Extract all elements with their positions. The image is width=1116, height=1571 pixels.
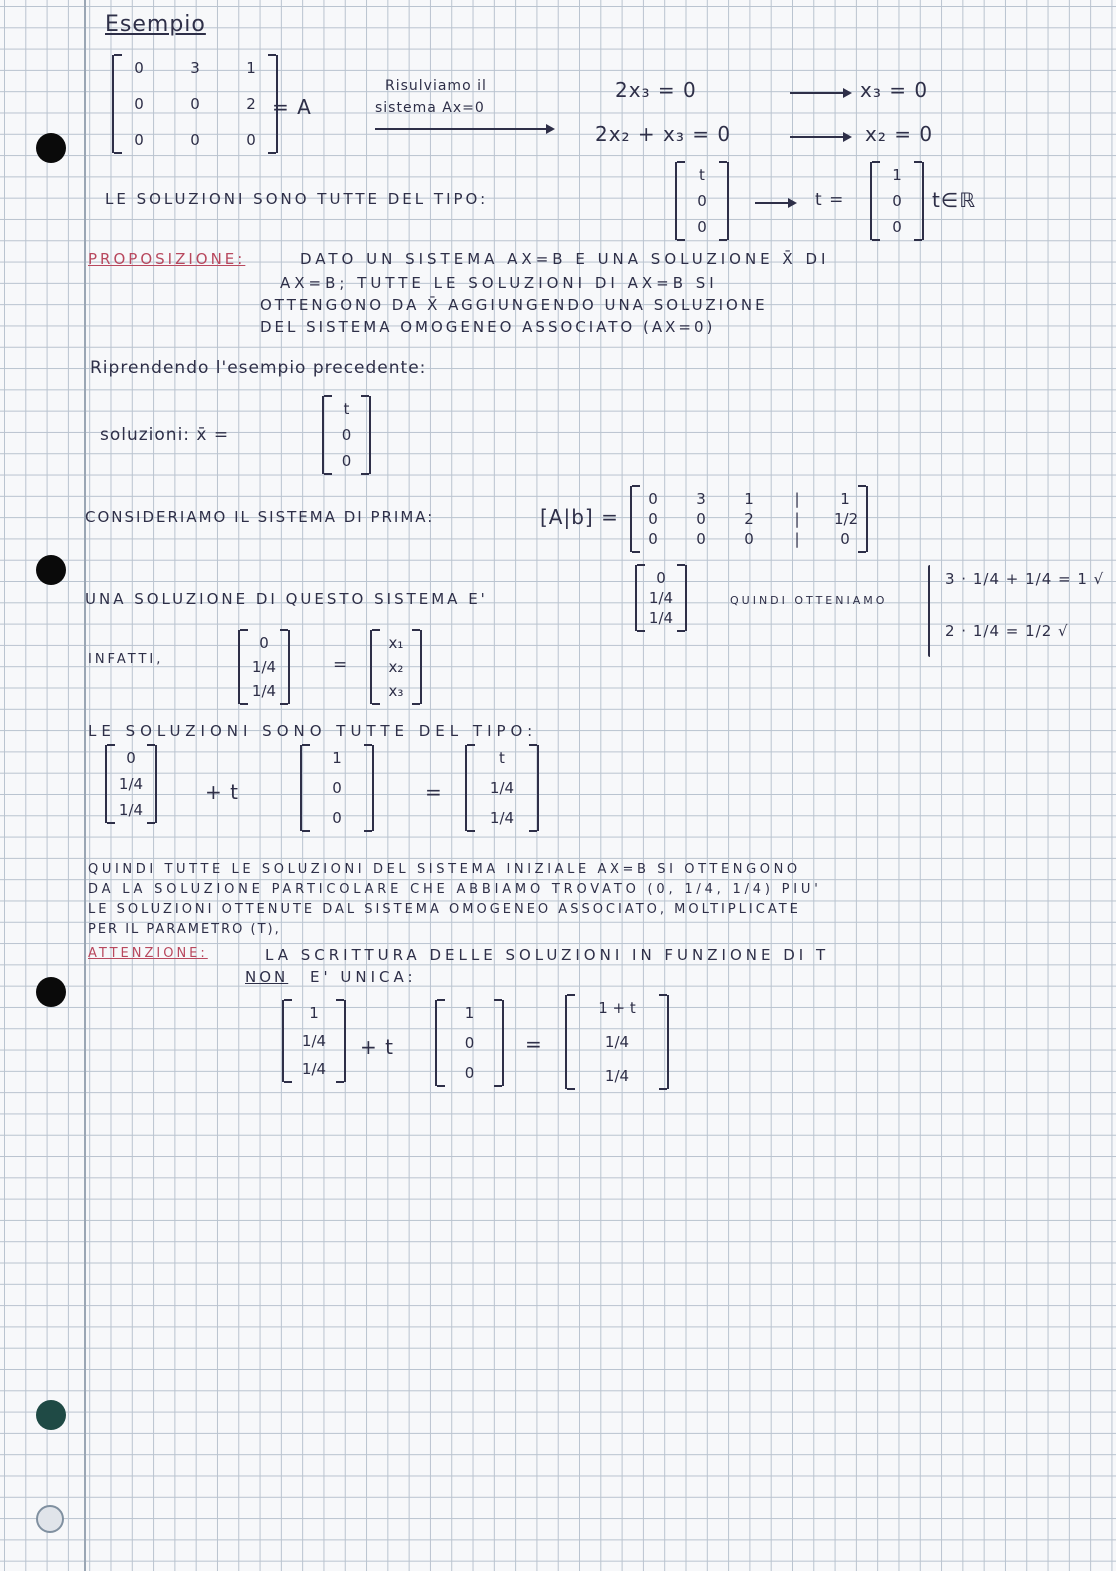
brace <box>928 565 930 657</box>
matrix-cell: 0 <box>696 530 706 548</box>
matrix-cell: 0 <box>341 426 352 444</box>
text-line: CONSIDERIAMO IL SISTEMA DI PRIMA: <box>85 508 435 526</box>
matrix-cell: 1/4 <box>648 589 674 607</box>
matrix-cell: t <box>699 166 705 184</box>
matrix-cell: t <box>499 749 505 767</box>
text: [A|b] = <box>540 505 619 529</box>
matrix-cell: 1/4 <box>648 609 674 627</box>
vector <box>370 630 422 704</box>
matrix-cell: 0 <box>246 131 256 149</box>
text-line: QUINDI TUTTE LE SOLUZIONI DEL SISTEMA INIZIALE AX=B SI OTTENGONO <box>88 862 801 877</box>
matrix-cell: 1/4 <box>118 775 144 793</box>
vector <box>282 1000 346 1082</box>
note-solve: sistema Ax=0 <box>375 100 485 116</box>
binder-hole <box>36 133 66 163</box>
text: t∈ℝ <box>932 188 977 212</box>
matrix-cell: 0 <box>332 779 342 797</box>
matrix-cell: 0 <box>332 809 342 827</box>
matrix-cell: 0 <box>840 530 850 548</box>
vector <box>105 745 157 823</box>
augmented-matrix <box>630 486 868 552</box>
matrix-cell: 0 <box>126 749 136 767</box>
check-equation: 2 · 1/4 = 1/2 √ <box>945 622 1069 640</box>
binder-hole <box>36 977 66 1007</box>
matrix-cell: 0 <box>892 192 902 210</box>
arrow-icon <box>755 202 795 204</box>
proposition-line: AX=B; TUTTE LE SOLUZIONI DI AX=B SI <box>280 274 718 292</box>
matrix-cell: 0 <box>656 569 666 587</box>
text: + t <box>205 780 239 804</box>
note-solve: Risulviamo il <box>385 78 487 94</box>
matrix-cell: 0 <box>696 510 706 528</box>
matrix-cell: 0 <box>190 95 200 113</box>
vector <box>435 1000 504 1086</box>
text: = <box>333 655 349 675</box>
matrix-cell: x₃ <box>388 682 404 700</box>
matrix-cell: 0 <box>190 131 200 149</box>
vector <box>465 745 539 831</box>
matrix-cell: 1 <box>744 490 754 508</box>
matrix-cell: 0 <box>648 530 658 548</box>
text-line: DA LA SOLUZIONE PARTICOLARE CHE ABBIAMO TROVATO (0, 1/4, 1/4) PIU' <box>88 882 822 897</box>
matrix-cell: 0 <box>697 218 707 236</box>
matrix-cell: 0 <box>744 530 754 548</box>
matrix-cell: 1/4 <box>301 1060 327 1078</box>
matrix-cell: | <box>794 510 800 528</box>
matrix-cell: 1 <box>892 166 902 184</box>
text: + t <box>360 1035 394 1059</box>
text-line: LE SOLUZIONI SONO TUTTE DEL TIPO: <box>105 190 489 208</box>
arrow-icon <box>375 128 553 130</box>
matrix-cell: 1/4 <box>251 658 277 676</box>
matrix-cell: 0 <box>134 59 144 77</box>
text: t = <box>815 190 845 210</box>
matrix-cell: 0 <box>697 192 707 210</box>
text: = <box>425 780 443 804</box>
text: INFATTI, <box>88 652 164 667</box>
matrix-cell: 1/2 <box>834 510 859 528</box>
vector <box>322 396 371 474</box>
arrow-icon <box>790 92 850 94</box>
matrix-cell: 1 <box>840 490 850 508</box>
matrix-a <box>112 55 278 153</box>
matrix-cell: 1/4 <box>301 1032 327 1050</box>
matrix-cell: 1/4 <box>118 801 144 819</box>
matrix-cell: 0 <box>134 95 144 113</box>
vector <box>300 745 374 831</box>
matrix-cell: 1 <box>332 749 342 767</box>
matrix-cell: 1/4 <box>489 779 515 797</box>
matrix-cell: 1/4 <box>489 809 515 827</box>
vector <box>238 630 290 704</box>
text: = <box>525 1032 543 1056</box>
text-line: Riprendendo l'esempio precedente: <box>90 358 427 378</box>
proposition-label: PROPOSIZIONE: <box>88 250 246 268</box>
matrix-cell: 0 <box>464 1034 475 1052</box>
vector <box>565 995 669 1089</box>
equation: 2x₂ + x₃ = 0 <box>595 122 732 146</box>
matrix-cell: 2 <box>744 510 754 528</box>
matrix-cell: 1 <box>246 59 256 77</box>
matrix-cell: 0 <box>648 510 658 528</box>
text: QUINDI OTTENIAMO <box>730 594 888 607</box>
matrix-cell: 3 <box>696 490 706 508</box>
matrix-cell: 0 <box>134 131 144 149</box>
matrix-cell: | <box>794 530 800 548</box>
text-line: LE SOLUZIONI OTTENUTE DAL SISTEMA OMOGENEO ASSOCIATO, MOLTIPLICATE <box>88 902 801 917</box>
example-title: Esempio <box>105 12 206 37</box>
matrix-cell: 0 <box>259 634 269 652</box>
equation: 2x₃ = 0 <box>615 78 697 102</box>
proposition-line: DATO UN SISTEMA AX=B E UNA SOLUZIONE X̄ DI <box>300 250 830 268</box>
matrix-cell: 1/4 <box>604 1067 630 1085</box>
proposition-line: OTTENGONO DA X̄ AGGIUNGENDO UNA SOLUZIONE <box>260 296 768 314</box>
proposition-line: DEL SISTEMA OMOGENEO ASSOCIATO (AX=0) <box>260 318 716 336</box>
matrix-cell: 1/4 <box>251 682 277 700</box>
matrix-cell: 0 <box>341 452 352 470</box>
equals-a: = A <box>272 95 312 119</box>
binder-hole <box>36 555 66 585</box>
matrix-cell: 2 <box>246 95 256 113</box>
equation: x₃ = 0 <box>860 78 929 102</box>
matrix-cell: 0 <box>648 490 658 508</box>
check-equation: 3 · 1/4 + 1/4 = 1 √ <box>945 570 1105 588</box>
matrix-cell: 1 + t <box>598 999 636 1017</box>
binder-hole <box>36 1400 66 1430</box>
matrix-cell: x₁ <box>388 634 404 652</box>
matrix-cell: 1 <box>309 1004 319 1022</box>
matrix-cell: | <box>794 490 800 508</box>
text-line: E' UNICA: <box>310 968 417 986</box>
matrix-cell: t <box>343 400 350 418</box>
text-line: PER IL PARAMETRO (T), <box>88 922 281 937</box>
matrix-cell: 0 <box>464 1064 475 1082</box>
page-margin-line <box>84 0 86 1571</box>
matrix-cell: 1/4 <box>604 1033 630 1051</box>
matrix-cell: 0 <box>892 218 902 236</box>
vector <box>675 162 729 240</box>
arrow-icon <box>790 136 850 138</box>
vector <box>635 565 687 631</box>
equation: x₂ = 0 <box>865 122 934 146</box>
vector <box>870 162 924 240</box>
text-line: UNA SOLUZIONE DI QUESTO SISTEMA E' <box>85 590 488 608</box>
matrix-cell: 3 <box>190 59 200 77</box>
text-line: LE SOLUZIONI SONO TUTTE DEL TIPO: <box>88 722 538 740</box>
text: NON <box>245 968 289 986</box>
matrix-cell: x₂ <box>388 658 404 676</box>
binder-hole <box>36 1505 64 1533</box>
matrix-cell: 1 <box>464 1004 475 1022</box>
text-line: LA SCRITTURA DELLE SOLUZIONI IN FUNZIONE DI T <box>265 946 830 964</box>
text-line: soluzioni: x̄ = <box>100 425 230 445</box>
attention-label: ATTENZIONE: <box>88 946 208 961</box>
